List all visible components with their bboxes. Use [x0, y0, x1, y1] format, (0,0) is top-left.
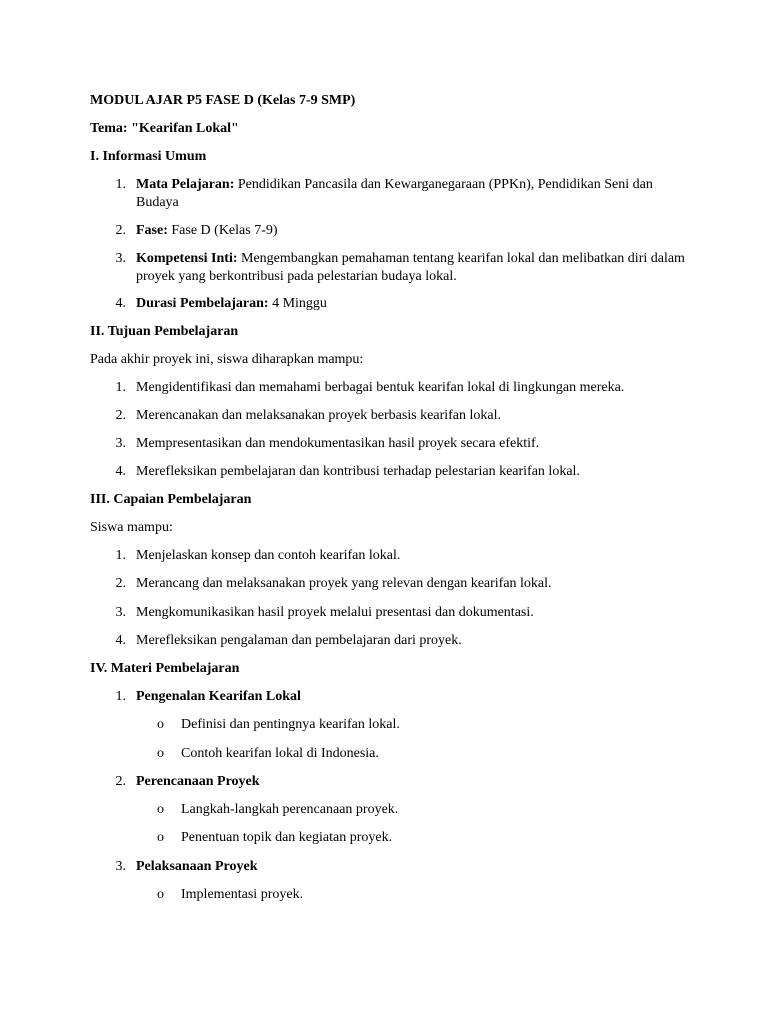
- list-item: Merancang dan melaksanakan proyek yang relevan dengan kearifan lokal.: [136, 576, 552, 591]
- item-text: Fase D (Kelas 7-9): [167, 223, 278, 238]
- list-number: 1.: [115, 689, 126, 704]
- list-number: 2.: [115, 576, 126, 591]
- item-text: Mengembangkan pemahaman tentang kearifan lokal dan melibatkan diri dalam proyek yang berkontribusi pada pelestarian budaya lokal.: [136, 251, 685, 284]
- list-number: 1.: [115, 548, 126, 563]
- section-heading-informasi-umum: I. Informasi Umum: [90, 149, 207, 164]
- list-number: 2.: [115, 223, 126, 238]
- bullet-marker: o: [157, 830, 164, 845]
- list-number: 2.: [115, 774, 126, 789]
- bullet-marker: o: [157, 717, 164, 732]
- list-item: Merefleksikan pembelajaran dan kontribusi terhadap pelestarian kearifan lokal.: [136, 464, 580, 479]
- bullet-marker: o: [157, 887, 164, 902]
- list-number: 3.: [115, 436, 126, 451]
- list-item: Mempresentasikan dan mendokumentasikan hasil proyek secara efektif.: [136, 436, 540, 451]
- section-heading-materi-pembelajaran: IV. Materi Pembelajaran: [90, 661, 240, 676]
- document-title: MODUL AJAR P5 FASE D (Kelas 7-9 SMP): [90, 93, 356, 108]
- theme-line: Tema: "Kearifan Lokal": [90, 121, 239, 136]
- sub-list-item: Penentuan topik dan kegiatan proyek.: [181, 830, 393, 845]
- sub-list-item: Definisi dan pentingnya kearifan lokal.: [181, 717, 400, 732]
- list-number: 1.: [115, 177, 126, 192]
- list-item-heading: Perencanaan Proyek: [136, 774, 260, 789]
- sub-list-item: Implementasi proyek.: [181, 887, 304, 902]
- list-number: 3.: [115, 859, 126, 874]
- list-item: [136, 295, 696, 313]
- list-item: Menjelaskan konsep dan contoh kearifan lokal.: [136, 548, 401, 563]
- list-item: Merefleksikan pengalaman dan pembelajaran dari proyek.: [136, 633, 462, 648]
- section-intro: Siswa mampu:: [90, 520, 173, 535]
- bullet-marker: o: [157, 746, 164, 761]
- item-label: Mata Pelajaran:: [136, 177, 235, 192]
- item-label: Durasi Pembelajaran:: [136, 296, 269, 311]
- sub-list-item: Langkah-langkah perencanaan proyek.: [181, 802, 399, 817]
- item-text: Pendidikan Pancasila dan Kewarganegaraan (PPKn), Pendidikan Seni dan Budaya: [136, 177, 653, 210]
- list-item: Mengidentifikasi dan memahami berbagai bentuk kearifan lokal di lingkungan mereka.: [136, 380, 625, 395]
- list-item: Merencanakan dan melaksanakan proyek berbasis kearifan lokal.: [136, 408, 502, 423]
- list-item: [136, 176, 696, 212]
- list-item-heading: Pelaksanaan Proyek: [136, 859, 258, 874]
- list-item: [136, 222, 696, 240]
- item-label: Fase:: [136, 223, 168, 238]
- section-heading-capaian-pembelajaran: III. Capaian Pembelajaran: [90, 492, 252, 507]
- section-intro: Pada akhir proyek ini, siswa diharapkan mampu:: [90, 352, 364, 367]
- sub-list-item: Contoh kearifan lokal di Indonesia.: [181, 746, 379, 761]
- list-number: 3.: [115, 605, 126, 620]
- list-number: 4.: [115, 296, 126, 311]
- section-heading-tujuan-pembelajaran: II. Tujuan Pembelajaran: [90, 324, 239, 339]
- list-item: Mengkomunikasikan hasil proyek melalui presentasi dan dokumentasi.: [136, 605, 534, 620]
- bullet-marker: o: [157, 802, 164, 817]
- list-number: 4.: [115, 464, 126, 479]
- item-text: 4 Minggu: [268, 296, 327, 311]
- list-number: 2.: [115, 408, 126, 423]
- item-label: Kompetensi Inti:: [136, 251, 238, 266]
- list-number: 1.: [115, 380, 126, 395]
- list-number: 4.: [115, 633, 126, 648]
- list-item-heading: Pengenalan Kearifan Lokal: [136, 689, 301, 704]
- list-item: [136, 250, 692, 286]
- list-number: 3.: [115, 251, 126, 266]
